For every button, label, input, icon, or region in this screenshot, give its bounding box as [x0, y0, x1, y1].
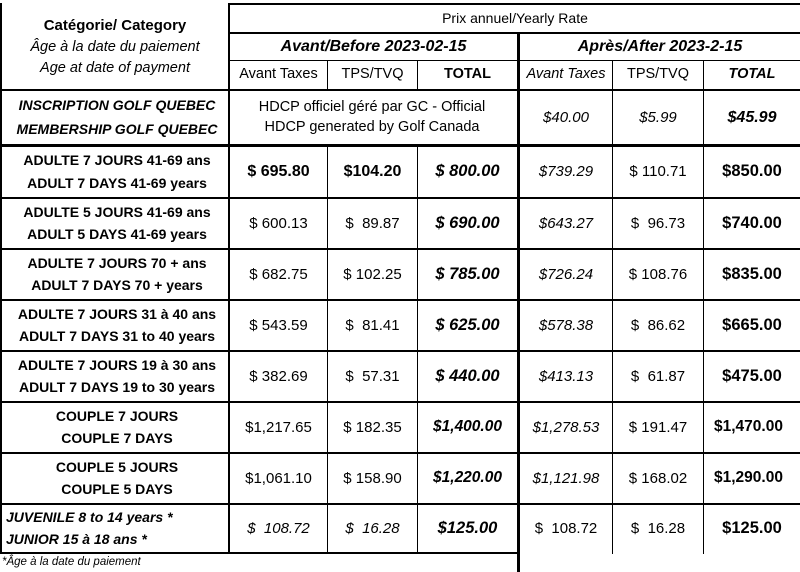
category-en: COUPLE 5 DAYS	[61, 481, 173, 498]
after-tax: $ 108.76	[628, 265, 688, 283]
category-fr: ADULTE 7 JOURS 70 + ans	[27, 255, 207, 272]
before-tax: $ 57.31	[345, 367, 400, 385]
before-total: $125.00	[437, 518, 498, 537]
col-after-pretax: Avant Taxes	[526, 66, 606, 83]
after-tax: $5.99	[639, 108, 677, 126]
before-title: Avant/Before 2023-02-15	[280, 38, 467, 56]
after-total: $665.00	[722, 315, 782, 334]
before-total: $1,220.00	[433, 469, 502, 487]
before-total: $ 690.00	[435, 213, 500, 232]
before-total: $ 625.00	[435, 315, 500, 334]
after-total: $850.00	[722, 162, 782, 181]
after-tax: $ 16.28	[630, 519, 686, 537]
after-pretax: $643.27	[538, 214, 594, 232]
col-after-tax: TPS/TVQ	[626, 66, 690, 83]
after-pretax: $1,278.53	[532, 418, 600, 436]
category-fr: ADULTE 7 JOURS 41-69 ans	[23, 152, 211, 169]
row-category	[2, 352, 232, 401]
after-total: $1,470.00	[714, 418, 783, 436]
after-tax: $ 110.71	[629, 163, 687, 180]
category-header	[2, 5, 228, 89]
before-tax: $ 102.25	[343, 265, 402, 283]
before-tax: $ 16.28	[345, 519, 400, 537]
category-en: MEMBERSHIP GOLF QUEBEC	[16, 120, 218, 137]
before-tax: $ 81.41	[345, 316, 400, 334]
before-pretax: $ 682.75	[249, 265, 308, 283]
row-category	[2, 147, 232, 197]
before-tax: $ 158.90	[343, 469, 402, 487]
category-en: JUNIOR 15 à 18 ans *	[6, 530, 147, 547]
col-after-total: TOTAL	[728, 66, 776, 83]
before-total: $1,400.00	[433, 418, 502, 436]
before-pretax: $ 600.13	[249, 214, 308, 232]
category-en: COUPLE 7 DAYS	[61, 430, 173, 447]
after-total: $740.00	[722, 213, 782, 232]
after-total: $835.00	[722, 264, 782, 283]
category-fr: COUPLE 5 JOURS	[55, 459, 179, 476]
after-tax: $ 168.02	[628, 469, 688, 487]
category-fr: ADULTE 5 JOURS 41-69 ans	[23, 204, 211, 221]
footnote: *Âge à la date du paiement	[2, 556, 141, 568]
category-sub-en: Age at date of payment	[40, 59, 190, 76]
after-tax: $ 86.62	[630, 316, 686, 334]
after-total: $1,290.00	[714, 469, 783, 487]
after-total: $475.00	[722, 366, 782, 385]
after-tax: $ 61.87	[630, 367, 686, 385]
after-tax: $ 191.47	[628, 418, 688, 436]
category-en: ADULT 7 DAYS 31 to 40 years	[18, 328, 216, 345]
after-pretax: $726.24	[538, 265, 594, 283]
col-before-tax: TPS/TVQ	[341, 66, 404, 83]
category-en: ADULT 7 DAYS 41-69 years	[27, 174, 207, 191]
after-pretax: $413.13	[538, 367, 594, 385]
after-pretax: $ 108.72	[534, 519, 598, 537]
before-tax: $ 182.35	[343, 418, 402, 436]
before-pretax: $ 543.59	[249, 316, 308, 334]
hdcp-note: HDCP officiel géré par GC - Official HDCP generated by Golf Canada	[258, 98, 486, 135]
category-fr: ADULTE 7 JOURS 19 à 30 ans	[17, 357, 217, 374]
row-category	[2, 250, 232, 299]
before-pretax: $1,061.10	[245, 469, 312, 487]
after-title: Après/After 2023-2-15	[577, 38, 743, 56]
row-category	[2, 403, 232, 452]
category-fr: COUPLE 7 JOURS	[55, 408, 179, 425]
category-sub-fr: Âge à la date du paiement	[30, 38, 200, 55]
col-before-pretax: Avant Taxes	[239, 66, 318, 83]
after-tax: $ 96.73	[630, 214, 686, 232]
row-category	[2, 301, 232, 350]
row-category	[2, 505, 228, 552]
after-pretax: $578.38	[538, 316, 594, 334]
before-total: $ 440.00	[435, 366, 500, 385]
before-pretax: $ 695.80	[247, 163, 310, 181]
after-pretax: $1,121.98	[532, 469, 600, 487]
before-tax: $ 89.87	[345, 214, 400, 232]
row-category	[2, 91, 232, 144]
row-category	[2, 454, 232, 503]
before-pretax: $ 382.69	[249, 367, 308, 385]
after-pretax: $40.00	[543, 108, 589, 126]
before-total: $ 785.00	[435, 264, 500, 283]
category-fr: JUVENILE 8 to 14 years *	[6, 509, 173, 526]
after-total: $125.00	[722, 518, 782, 537]
category-title: Catégorie/ Category	[43, 17, 187, 35]
before-tax: $104.20	[343, 163, 402, 181]
category-fr: INSCRIPTION GOLF QUEBEC	[18, 97, 216, 114]
before-pretax: $ 108.72	[247, 519, 310, 537]
category-fr: ADULTE 7 JOURS 31 à 40 ans	[17, 306, 217, 323]
before-pretax: $1,217.65	[245, 418, 312, 436]
before-total: $ 800.00	[435, 162, 500, 181]
category-en: ADULT 5 DAYS 41-69 years	[27, 226, 207, 243]
col-before-total: TOTAL	[444, 66, 491, 83]
after-total: $45.99	[727, 108, 777, 126]
rate-title: Prix annuel/Yearly Rate	[442, 10, 588, 27]
after-pretax: $739.29	[538, 163, 594, 180]
rule	[0, 552, 520, 554]
row-category	[2, 199, 232, 248]
category-en: ADULT 7 DAYS 19 to 30 years	[18, 379, 216, 396]
category-en: ADULT 7 DAYS 70 + years	[31, 277, 203, 294]
